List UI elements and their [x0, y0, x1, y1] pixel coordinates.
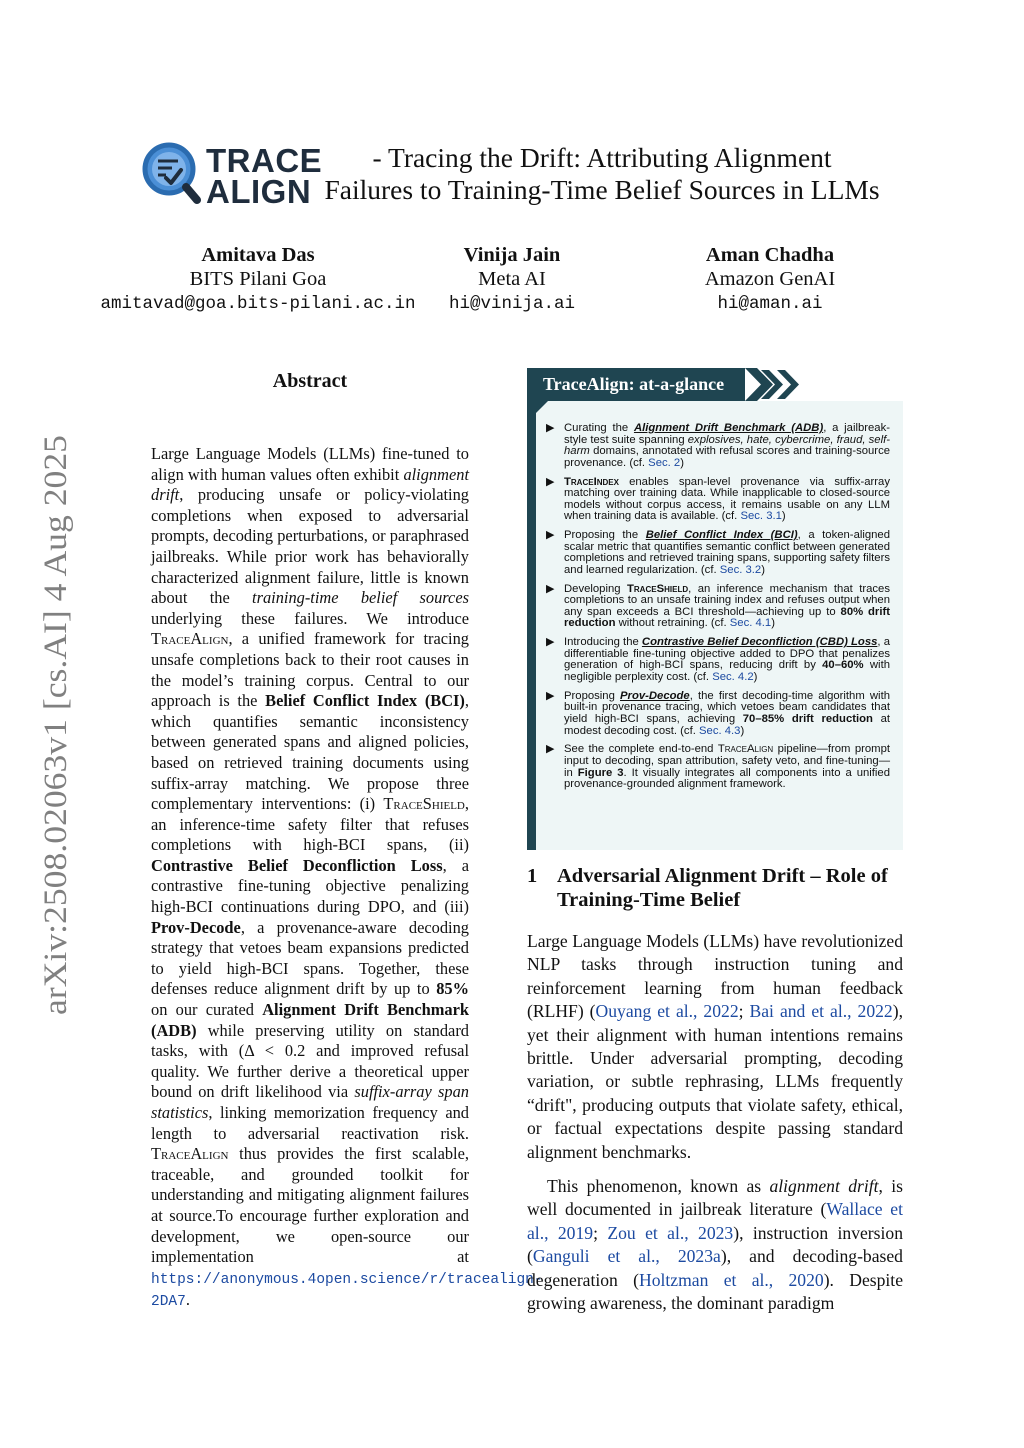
- paragraph: This phenomenon, known as alignment drift, is well documented in jailbreak literature (Wallace et al., 2019; Zou et al., 2023), instruction inversion (Ganguli et al., 2023a), and decoding-based degeneration (Holtzman et al., 2020). Despite growing awareness, the dominant paradigm: [527, 1176, 904, 1314]
- section-ref-link[interactable]: Sec. 2: [648, 456, 681, 469]
- citation-link[interactable]: Holtzman et al., 2020: [639, 1269, 824, 1290]
- paper-title: [316, 142, 888, 206]
- section-number: 1: [527, 865, 538, 887]
- section-ref-link[interactable]: Sec. 4.3: [699, 724, 741, 737]
- list-item: ▶ Developing TraceShield, an inference mechanism that traces completions to an unsafe training index and refuses output when any span exceeds a BCI threshold—achieving up to 80% drift reduction without retraining. (cf. Sec. 4.1): [546, 582, 890, 630]
- logo-line1: TRACE: [206, 142, 323, 179]
- triangle-bullet-icon: ▶: [546, 743, 555, 756]
- magnifier-check-icon: [140, 140, 202, 206]
- citation-link[interactable]: Bai and et al., 2022: [749, 1001, 893, 1022]
- abstract-heading: Abstract: [272, 370, 348, 392]
- section-ref-link[interactable]: Sec. 4.2: [712, 671, 754, 684]
- list-item: ▶ Proposing the Belief Conflict Index (BCI), a token-aligned scalar metric that quantifies semantic conflict between generated completions and retrieved training spans, supporting safety filters and learned regularization. (cf. Sec. 3.2): [546, 529, 890, 576]
- citation-link[interactable]: Zou et al., 2023: [607, 1222, 734, 1243]
- glance-title: TraceAlign: at-a-glance: [527, 368, 745, 401]
- section-ref-link[interactable]: Sec. 3.2: [719, 563, 762, 576]
- glance-list: [546, 423, 890, 798]
- list-item: ▶ Curating the Alignment Drift Benchmark (ADB), a jailbreak-style test suite spanning explosives, hate, cybercrime, fraud, self-harm domains, annotated with refusal scores and training-source provenance. (cf. Sec. 2): [546, 422, 890, 469]
- author-name: Aman Chadha: [705, 244, 835, 266]
- author-block: [88, 243, 428, 317]
- at-a-glance-box: [527, 368, 903, 850]
- title-line-2: Failures to Training-Time Belief Sources in LLMs: [324, 174, 880, 205]
- list-item: ▶ TraceIndex enables span-level provenance via suffix-array matching over training data. While inapplicable to closed-source models without corpus access, it remains usable on any LLM when training data is available. (cf. Sec. 3.1): [546, 475, 890, 523]
- chevron-arrows-icon: [745, 368, 815, 401]
- list-item: ▶ See the complete end-to-end TraceAlign pipeline—from prompt input to decoding, span attribution, safety veto, and fine-tuning—in Figure 3. It visually integrates all components into a unified provenance-grounded alignment framework.: [546, 743, 890, 791]
- author-affiliation: Amazon GenAI: [704, 268, 836, 290]
- author-email[interactable]: amitavad@goa.bits-pilani.ac.in: [100, 294, 416, 314]
- author-block: [432, 243, 592, 317]
- triangle-bullet-icon: ▶: [546, 582, 555, 595]
- section-ref-link[interactable]: Sec. 3.1: [740, 510, 782, 523]
- list-item: ▶ Introducing the Contrastive Belief Deconfliction (CBD) Loss, a differentiable fine-tuning objective added to DPO that penalizes generation of high-BCI spans, reducing drift by 40–60% with negligible perplexity cost. (cf. Sec. 4.2): [546, 636, 890, 684]
- author-name: Vinija Jain: [463, 244, 561, 266]
- citation-link[interactable]: Ouyang et al., 2022: [595, 1001, 739, 1022]
- triangle-bullet-icon: ▶: [546, 636, 555, 649]
- author-name: Amitava Das: [201, 244, 315, 266]
- author-affiliation: BITS Pilani Goa: [189, 268, 327, 290]
- arxiv-id: arXiv:2508.02063v1 [cs.AI] 4 Aug 2025: [38, 477, 74, 1015]
- author-block: [670, 243, 870, 317]
- triangle-bullet-icon: ▶: [546, 475, 555, 488]
- author-email[interactable]: hi@aman.ai: [717, 294, 823, 314]
- corner-triangle-icon: [536, 401, 548, 413]
- citation-link[interactable]: Ganguli et al., 2023a: [532, 1246, 721, 1267]
- paragraph: Large Language Models (LLMs) have revolutionized NLP tasks through instruction tuning and reinforcement learning from human feedback (RLHF) (Ouyang et al., 2022; Bai and et al., 2022), yet their alignment with human intentions remains brittle. Under adversarial prompting, decoding variation, or subtle rephrasing, LLMs frequently “drift", producing outputs that violate safety, ethical, or factual expectations despite passing standard alignment benchmarks.: [527, 931, 903, 1162]
- code-link[interactable]: https://anonymous.4open.science/r/tracealign-2DA7: [151, 1271, 543, 1311]
- title-line-1: - Tracing the Drift: Attributing Alignment: [372, 142, 832, 173]
- list-item: ▶ Proposing Prov-Decode, the first decoding-time algorithm with built-in provenance tracing, which vetoes beam candidates that yield high-BCI spans, achieving 70–85% drift reduction at modest decoding cost. (cf. Sec. 4.3): [546, 689, 890, 737]
- tracealign-logo: [140, 140, 323, 210]
- author-email[interactable]: hi@vinija.ai: [448, 294, 576, 314]
- triangle-bullet-icon: ▶: [546, 422, 555, 434]
- section-ref-link[interactable]: Sec. 4.1: [729, 617, 772, 630]
- citation-link[interactable]: Wallace et al., 2019: [527, 1199, 903, 1243]
- logo-line2: ALIGN: [206, 173, 312, 210]
- arxiv-stamp: [14, 430, 84, 1020]
- glance-body: [527, 401, 903, 850]
- abstract-body: Large Language Models (LLMs) fine-tuned to align with human values often exhibit alignment drift, producing unsafe or policy-violating completions when exposed to adversarial prompts, decoding perturbations, or paraphrased jailbreaks. While prior work has behaviorally characterized alignment failure, little is known about the training-time belief sources underlying these failures. We introduce TraceAlign, a unified framework for tracing unsafe completions back to their root causes in the model’s training corpus. Central to our approach is the Belief Conflict Index (BCI), which quantifies semantic inconsistency between generated spans and aligned policies, based on retrieved training documents using suffix-array matching. We propose three complementary interventions: (i) TraceShield, an inference-time safety filter that refuses completions with high-BCI spans, (ii) Contrastive Belief Deconfliction Loss, a contrastive fine-tuning objective penalizing high-BCI continuations during DPO, and (iii) Prov-Decode, a provenance-aware decoding strategy that vetoes beam expansions predicted to yield high-BCI spans. Together, these defenses reduce alignment drift by up to 85% on our curated Alignment Drift Benchmark (ADB) while preserving utility on standard tasks, with (Δ < 0.2 and improved refusal quality. We further derive a theoretical upper bound on drift likelihood via suffix-array span statistics, linking memorization frequency and length to adversarial reactivation risk. TraceAlign thus provides the first scalable, traceable, and grounded toolkit for understanding and mitigating alignment failures at source.To encourage further exploration and development, we open-source our implementation at https://anonymous.4open.science/r/tracealign-2DA7.: [151, 444, 543, 1311]
- section-title: Adversarial Alignment Drift – Role of Training-Time Belief: [557, 865, 888, 911]
- triangle-bullet-icon: ▶: [546, 529, 555, 542]
- triangle-bullet-icon: ▶: [546, 689, 555, 702]
- author-affiliation: Meta AI: [478, 268, 546, 290]
